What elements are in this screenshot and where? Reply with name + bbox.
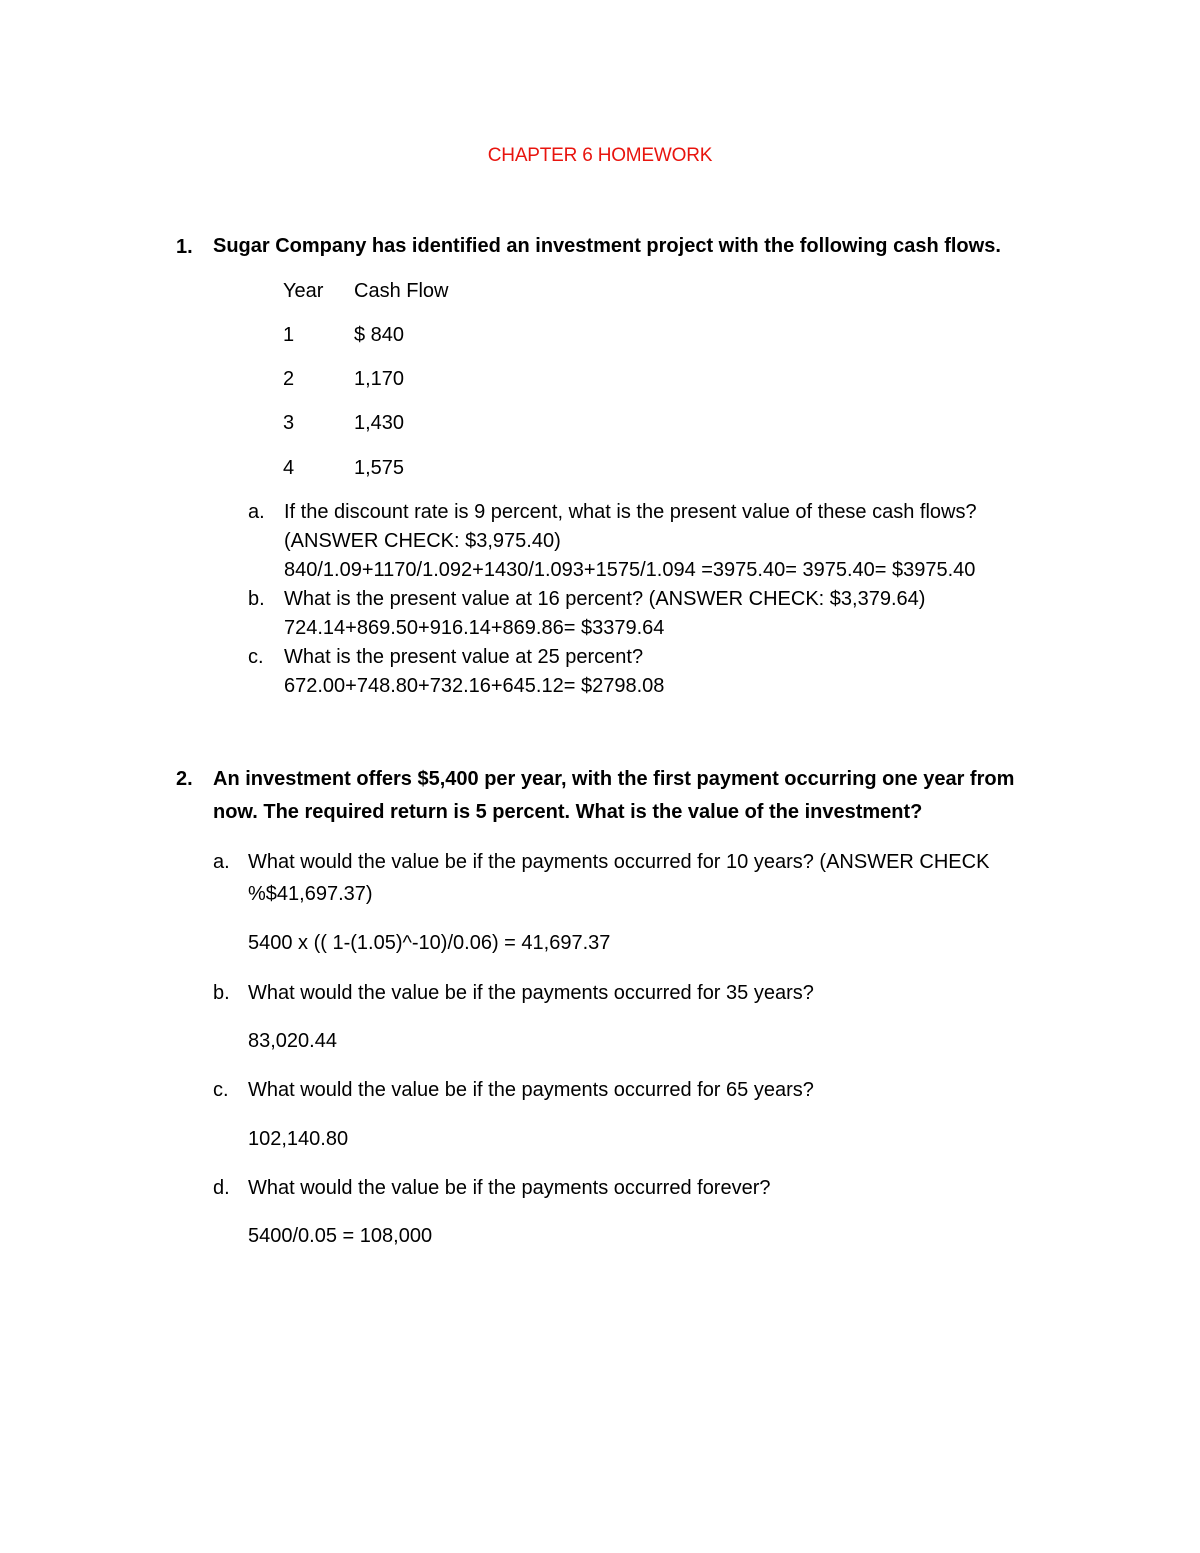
question-1-text: Sugar Company has identified an investment project with the following cash flows. bbox=[213, 235, 1001, 257]
part-marker: b. bbox=[248, 588, 265, 610]
table-cell-cash-flow: 1,575 bbox=[354, 457, 405, 479]
table-cell-cash-flow: $ 840 bbox=[354, 324, 405, 346]
part-marker: a. bbox=[248, 501, 265, 523]
part-question: What would the value be if the payments occurred for 35 years? bbox=[248, 982, 814, 1004]
part-answer: 102,140.80 bbox=[248, 1128, 349, 1150]
table-header-year: Year bbox=[283, 280, 324, 302]
table-cell-cash-flow: 1,430 bbox=[354, 412, 405, 434]
part-question: What would the value be if the payments occurred for 10 years? (ANSWER CHECK bbox=[248, 851, 990, 873]
part-marker: a. bbox=[213, 851, 230, 873]
part-marker: c. bbox=[213, 1079, 229, 1101]
table-cell-year: 1 bbox=[283, 324, 295, 346]
part-answer: 672.00+748.80+732.16+645.12= $2798.08 bbox=[284, 675, 665, 697]
part-marker: c. bbox=[248, 646, 264, 668]
question-1-number: 1. bbox=[176, 236, 193, 258]
part-question: If the discount rate is 9 percent, what is the present value of these cash flows? bbox=[284, 501, 977, 523]
table-cell-year: 3 bbox=[283, 412, 295, 434]
part-answer: 840/1.09+1170/1.092+1430/1.093+1575/1.094 =3975.40= 3975.40= $3975.40 bbox=[284, 559, 976, 581]
part-question: What is the present value at 16 percent? (ANSWER CHECK: $3,379.64) bbox=[284, 588, 926, 610]
table-header-cash-flow: Cash Flow bbox=[354, 280, 449, 302]
part-marker: b. bbox=[213, 982, 230, 1004]
part-question: What would the value be if the payments occurred for 65 years? bbox=[248, 1079, 814, 1101]
part-question: What is the present value at 25 percent? bbox=[284, 646, 644, 668]
part-answer: 5400/0.05 = 108,000 bbox=[248, 1225, 433, 1247]
part-question-continued: %$41,697.37) bbox=[248, 883, 373, 905]
page-title: CHAPTER 6 HOMEWORK bbox=[487, 145, 713, 166]
table-cell-year: 2 bbox=[283, 368, 295, 390]
part-answer: 83,020.44 bbox=[248, 1030, 337, 1052]
question-2-text-line-1: An investment offers $5,400 per year, with the first payment occurring one year from bbox=[213, 768, 1015, 790]
part-marker: d. bbox=[213, 1177, 230, 1199]
part-answer: 5400 x (( 1-(1.05)^-10)/0.06) = 41,697.37 bbox=[248, 932, 611, 954]
answer-check: (ANSWER CHECK: $3,975.40) bbox=[284, 530, 561, 552]
part-answer: 724.14+869.50+916.14+869.86= $3379.64 bbox=[284, 617, 665, 639]
table-cell-year: 4 bbox=[283, 457, 295, 479]
question-2-text-line-2: now. The required return is 5 percent. What is the value of the investment? bbox=[213, 801, 923, 823]
table-cell-cash-flow: 1,170 bbox=[354, 368, 405, 390]
question-2-number: 2. bbox=[176, 768, 193, 790]
part-question: What would the value be if the payments occurred forever? bbox=[248, 1177, 771, 1199]
